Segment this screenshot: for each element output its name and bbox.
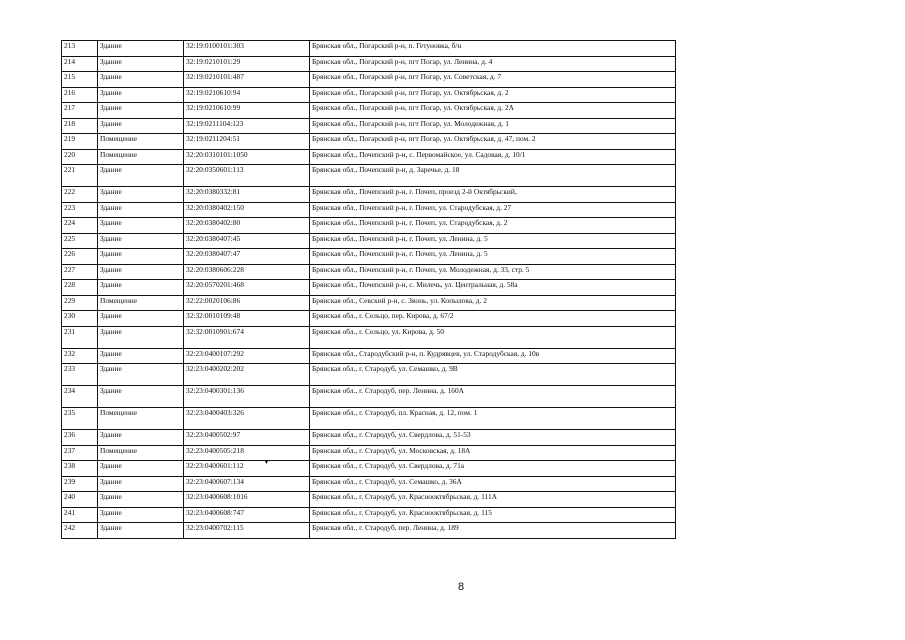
row-number-cell: 233 [62,364,98,386]
page-number: 8 [458,581,465,593]
row-number-cell: 216 [62,87,98,103]
address-cell: Брянская обл., г. Стародуб, пер. Ленина, д. 189 [310,523,676,539]
address-cell: Брянская обл., г. Стародуб, ул. Московская, д. 18А [310,445,676,461]
table-row [62,202,676,218]
cadastral-number-cell: 32:23:0400107:292 [184,348,310,364]
address-cell: Брянская обл., Погарский р-н, пгт Погар, ул. Октябрьская, д. 47, пом. 2 [310,134,676,150]
table-row [62,218,676,234]
table-row [62,507,676,523]
row-number-cell: 217 [62,103,98,119]
cadastral-number-cell: 32:23:0400301:136 [184,386,310,408]
address-cell: Брянская обл., Почепский р-н, д. Заречье, д. 18 [310,165,676,187]
table-row [62,280,676,296]
cadastral-number-cell: 32:19:0100101:303 [184,41,310,57]
row-number-cell: 232 [62,348,98,364]
object-type-cell: Здание [98,103,184,119]
address-cell: Брянская обл., Погарский р-н, пгт Погар, ул. Октябрьская, д. 2А [310,103,676,119]
cadastral-number-cell: 32:32:0010901:674 [184,326,310,348]
address-cell: Брянская обл., г. Стародуб, ул. Краснооктябрьская, д. 115 [310,507,676,523]
object-type-cell: Здание [98,326,184,348]
cadastral-number-cell: 32:20:0350601:113 [184,165,310,187]
table-row [62,295,676,311]
row-number-cell: 229 [62,295,98,311]
cadastral-number-cell: 32:19:0211204:51 [184,134,310,150]
object-type-cell: Помещение [98,445,184,461]
cadastral-number-cell: 32:32:0010109:48 [184,311,310,327]
table-row [62,326,676,348]
object-type-cell: Здание [98,72,184,88]
cadastral-number-cell: 32:22:0020106:86 [184,295,310,311]
row-number-cell: 228 [62,280,98,296]
table-row [62,249,676,265]
cadastral-number-cell: 32:20:0380407:45 [184,233,310,249]
cadastral-number-cell: 32:20:0310101:1050 [184,149,310,165]
row-number-cell: 241 [62,507,98,523]
address-cell: Брянская обл., Почепский р-н, г. Почеп, ул. Стародубская, д. 27 [310,202,676,218]
table-row [62,492,676,508]
table-row [62,476,676,492]
row-number-cell: 220 [62,149,98,165]
table-row [62,134,676,150]
row-number-cell: 224 [62,218,98,234]
cadastral-number-cell: 32:23:0400601:112 [184,461,310,477]
cadastral-number-cell: 32:23:0400202:202 [184,364,310,386]
row-number-cell: 219 [62,134,98,150]
address-cell: Брянская обл., г. Сельцо, ул. Кирова, д. 50 [310,326,676,348]
object-type-cell: Здание [98,430,184,446]
address-cell: Брянская обл., Погарский р-н, пгт Погар, ул. Советская, д. 7 [310,72,676,88]
table-row [62,348,676,364]
row-number-cell: 222 [62,187,98,203]
table-row [62,311,676,327]
cadastral-number-cell: 32:19:0210610:94 [184,87,310,103]
object-type-cell: Помещение [98,408,184,430]
row-number-cell: 215 [62,72,98,88]
object-type-cell: Здание [98,507,184,523]
cadastral-number-cell: 32:20:0380402:150 [184,202,310,218]
address-cell: Брянская обл., г. Стародуб, пер. Ленина, д. 160А [310,386,676,408]
cadastral-number-cell: 32:20:0380606:228 [184,264,310,280]
table-row [62,56,676,72]
address-cell: Брянская обл., г. Стародуб, пл. Красная, д. 12, пом. 1 [310,408,676,430]
address-cell: Брянская обл., г. Сельцо, пер. Кирова, д. 67/2 [310,311,676,327]
table-row [62,118,676,134]
row-number-cell: 242 [62,523,98,539]
table-row [62,445,676,461]
object-type-cell: Здание [98,56,184,72]
object-type-cell: Здание [98,386,184,408]
address-cell: Брянская обл., Почепский р-н, с. Первомайское, ул. Садовая, д. 10/1 [310,149,676,165]
address-cell: Брянская обл., г. Стародуб, ул. Свердлова, д. 71а [310,461,676,477]
address-cell: Брянская обл., Почепский р-н, г. Почеп, ул. Ленина, д. 5 [310,249,676,265]
table-row [62,408,676,430]
object-type-cell: Здание [98,280,184,296]
row-number-cell: 226 [62,249,98,265]
object-type-cell: Здание [98,264,184,280]
row-number-cell: 240 [62,492,98,508]
cadastral-number-cell: 32:23:0400702:115 [184,523,310,539]
table-row [62,264,676,280]
address-cell: Брянская обл., Почепский р-н, г. Почеп, ул. Ленина, д. 5 [310,233,676,249]
row-number-cell: 223 [62,202,98,218]
cadastral-number-cell: 32:20:0380332:81 [184,187,310,203]
cadastral-number-cell: 32:23:0400608:747 [184,507,310,523]
table-row [62,364,676,386]
object-type-cell: Помещение [98,149,184,165]
address-cell: Брянская обл., Погарский р-н, пгт Погар, ул. Молодежная, д. 1 [310,118,676,134]
object-type-cell: Здание [98,311,184,327]
object-type-cell: Помещение [98,134,184,150]
row-number-cell: 221 [62,165,98,187]
table-row [62,386,676,408]
row-number-cell: 231 [62,326,98,348]
address-cell: Брянская обл., Почепский р-н, г. Почеп, проезд 2-й Октябрьский, [310,187,676,203]
object-type-cell: Здание [98,492,184,508]
row-number-cell: 235 [62,408,98,430]
address-cell: Брянская обл., Погарский р-н, пгт Погар, ул. Ленина, д. 4 [310,56,676,72]
object-type-cell: Здание [98,523,184,539]
row-number-cell: 230 [62,311,98,327]
cadastral-number-cell: 32:23:0400608:1016 [184,492,310,508]
stray-mark: ▾ [265,460,269,466]
object-type-cell: Здание [98,165,184,187]
address-cell: Брянская обл., г. Стародуб, ул. Краснооктябрьская, д. 111А [310,492,676,508]
table-row [62,233,676,249]
cadastral-number-cell: 32:20:0380402:80 [184,218,310,234]
object-type-cell: Здание [98,233,184,249]
table-row [62,103,676,119]
address-cell: Брянская обл., Севский р-н, с. Звонь, ул. Копылова, д. 2 [310,295,676,311]
row-number-cell: 238 [62,461,98,477]
row-number-cell: 225 [62,233,98,249]
table-row [62,523,676,539]
row-number-cell: 227 [62,264,98,280]
object-type-cell: Здание [98,476,184,492]
row-number-cell: 236 [62,430,98,446]
object-type-cell: Здание [98,461,184,477]
cadastral-number-cell: 32:19:0210101:29 [184,56,310,72]
cadastral-number-cell: 32:23:0400607:134 [184,476,310,492]
cadastral-number-cell: 32:23:0400502:97 [184,430,310,446]
cadastral-number-cell: 32:19:0210610:99 [184,103,310,119]
row-number-cell: 218 [62,118,98,134]
cadastral-number-cell: 32:20:0380407:47 [184,249,310,265]
object-type-cell: Здание [98,364,184,386]
address-cell: Брянская обл., г. Стародуб, ул. Семашко, д. 36А [310,476,676,492]
object-type-cell: Здание [98,249,184,265]
table-row [62,149,676,165]
table-row [62,72,676,88]
address-cell: Брянская обл., Почепский р-н, г. Почеп, ул. Молодежная, д. 33, стр. 5 [310,264,676,280]
cadastral-number-cell: 32:23:0400403:326 [184,408,310,430]
cadastral-number-cell: 32:20:0570201:468 [184,280,310,296]
table-row [62,41,676,57]
row-number-cell: 234 [62,386,98,408]
row-number-cell: 239 [62,476,98,492]
address-cell: Брянская обл., Почепский р-н, с. Милечь, ул. Центральная, д. 58а [310,280,676,296]
address-cell: Брянская обл., г. Стародуб, ул. Семашко, д. 9В [310,364,676,386]
object-type-cell: Здание [98,118,184,134]
registry-table [61,40,676,539]
object-type-cell: Здание [98,87,184,103]
cadastral-number-cell: 32:19:0210101:487 [184,72,310,88]
address-cell: Брянская обл., г. Стародуб, ул. Свердлова, д. 51-53 [310,430,676,446]
object-type-cell: Здание [98,218,184,234]
table-row [62,87,676,103]
object-type-cell: Здание [98,41,184,57]
cadastral-number-cell: 32:23:0400505:218 [184,445,310,461]
object-type-cell: Помещение [98,295,184,311]
table-row [62,165,676,187]
row-number-cell: 213 [62,41,98,57]
row-number-cell: 214 [62,56,98,72]
address-cell: Брянская обл., Погарский р-н, пгт Погар, ул. Октябрьская, д. 2 [310,87,676,103]
registry-table-body [62,41,676,539]
object-type-cell: Здание [98,202,184,218]
address-cell: Брянская обл., Почепский р-н, г. Почеп, ул. Стародубская, д. 2 [310,218,676,234]
address-cell: Брянская обл., Погарский р-н, п. Гетуновка, б/н [310,41,676,57]
row-number-cell: 237 [62,445,98,461]
table-row [62,461,676,477]
object-type-cell: Здание [98,348,184,364]
address-cell: Брянская обл., Стародубский р-н, п. Кудрявцев, ул. Стародубская, д. 10в [310,348,676,364]
object-type-cell: Здание [98,187,184,203]
table-row [62,187,676,203]
cadastral-number-cell: 32:19:0211104:123 [184,118,310,134]
table-row [62,430,676,446]
